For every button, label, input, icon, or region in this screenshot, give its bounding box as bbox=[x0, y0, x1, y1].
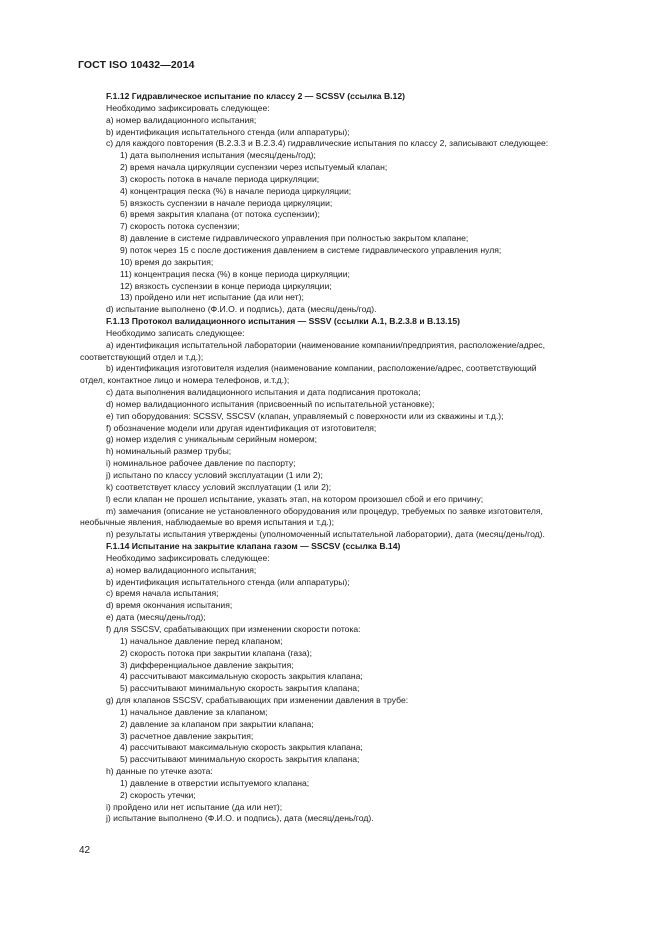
text-line: 4) рассчитывают максимальную скорость закрытия клапана; bbox=[120, 671, 363, 682]
text-line: е) дата (месяц/день/год); bbox=[106, 612, 206, 623]
text-line: d) номер валидационного испытания (присвоенный по испытательной установке); bbox=[106, 398, 435, 409]
text-line: 5) рассчитывают минимальную скорость закрытия клапана; bbox=[120, 754, 360, 765]
text-line: 2) время начала циркуляции суспензии через испытуемый клапан; bbox=[120, 162, 388, 173]
text-line: 11) концентрация песка (%) в конце периода циркуляции; bbox=[120, 268, 350, 279]
text-line: соответствующий отдел и т.д.); bbox=[80, 351, 204, 362]
text-line: i) пройдено или нет испытание (да или нет); bbox=[106, 801, 283, 812]
text-line: d) испытание выполнено (Ф.И.О. и подпись), дата (месяц/день/год). bbox=[106, 304, 377, 315]
text-line: m) замечания (описание не установленного оборудования или процедур, требуемых по заявке изготовителя, bbox=[106, 505, 543, 516]
text-line: 8) давление в системе гидравлического управления при полностью закрытом клапане; bbox=[120, 233, 469, 244]
text-line: h) номинальный размер трубы; bbox=[106, 446, 232, 457]
text-line: h) данные по утечке азота: bbox=[106, 766, 213, 777]
text-line: 10) время до закрытия; bbox=[120, 256, 214, 267]
text-line: 9) поток через 15 с после достижения давлением в системе гидравлического управления нуля; bbox=[120, 244, 502, 255]
text-line: k) соответствует классу условий эксплуатации (1 или 2); bbox=[106, 481, 332, 492]
text-line: с) дата выполнения валидационного испытания и дата подписания протокола; bbox=[106, 387, 421, 398]
page-number: 42 bbox=[79, 845, 91, 856]
section-heading: F.1.12 Гидравлическое испытание по классу 2 — SCSSV (ссылка В.12) bbox=[106, 91, 405, 101]
text-line: 7) скорость потока суспензии; bbox=[120, 221, 240, 232]
text-line: 12) вязкость суспензии в конце периода циркуляции; bbox=[120, 280, 332, 291]
section-heading: F.1.13 Протокол валидационного испытания — SSSV (ссылки А.1, В.2.3.8 и В.13.15) bbox=[106, 316, 460, 327]
text-line: b) идентификация испытательного стенда (или аппаратуры); bbox=[106, 576, 350, 587]
text-line: с) для каждого повторения (В.2.3.3 и В.2.3.4) гидравлические испытания по классу 2, записывают следующее: bbox=[106, 138, 549, 149]
text-line: 3) дифференциальное давление закрытия; bbox=[120, 659, 294, 670]
text-line: b) идентификация испытательного стенда (или аппаратуры); bbox=[106, 126, 350, 137]
text-line: n) результаты испытания утверждены (уполномоченный испытательной лаборатории), дата (месяц/день/год). bbox=[106, 529, 545, 540]
text-line: 1) начальное давление за клапаном; bbox=[120, 706, 268, 717]
text-line: i) номинальное рабочее давление по паспорту; bbox=[106, 458, 296, 469]
text-line: Необходимо зафиксировать следующее: bbox=[106, 102, 270, 113]
text-line: необычные явления, наблюдаемые во время испытания и т.д.); bbox=[80, 517, 334, 528]
text-line: f) обозначение модели или другая идентификация от изготовителя; bbox=[106, 422, 377, 433]
text-line: Необходимо зафиксировать следующее: bbox=[106, 552, 270, 563]
text-line: f) для SSCSV, срабатывающих при изменении скорости потока: bbox=[106, 623, 361, 634]
text-line: 3) скорость потока в начале периода циркуляции; bbox=[120, 173, 320, 184]
text-line: 1) дата выполнения испытания (месяц/день/год); bbox=[120, 150, 316, 161]
section-heading: F.1.14 Испытание на закрытие клапана газом — SSCSV (ссылка В.14) bbox=[106, 541, 401, 552]
text-line: с) время начала испытания; bbox=[106, 588, 219, 599]
text-line: 13) пройдено или нет испытание (да или нет); bbox=[120, 292, 304, 303]
text-line: 6) время закрытия клапана (от потока суспензии); bbox=[120, 209, 320, 220]
text-line: а) номер валидационного испытания; bbox=[106, 114, 257, 125]
text-line: g) для клапанов SSCSV, срабатывающих при изменении давления в трубе: bbox=[106, 695, 409, 706]
text-line: b) идентификация изготовителя изделия (наименование компании, расположение/адрес, соответствующий bbox=[106, 363, 537, 374]
text-line: l) если клапан не прошел испытание, указать этап, на котором произошел сбой и его причину; bbox=[106, 493, 484, 504]
text-line: отдел, контактное лицо и номера телефонов, и.т.д.); bbox=[80, 375, 290, 386]
text-line: а) идентификация испытательной лаборатории (наименование компании/предприятия, расположение/адрес, bbox=[106, 339, 545, 350]
text-line: а) номер валидационного испытания; bbox=[106, 564, 257, 575]
text-line: 5) вязкость суспензии в начале периода циркуляции; bbox=[120, 197, 333, 208]
text-line: е) тип оборудования: SCSSV, SSCSV (клапан, управляемый с поверхности или из скважины и т.д.); bbox=[106, 410, 504, 421]
text-line: 4) рассчитывают максимальную скорость закрытия клапана; bbox=[120, 742, 363, 753]
text-line: 3) расчетное давление закрытия; bbox=[120, 730, 254, 741]
text-line: 5) рассчитывают минимальную скорость закрытия клапана; bbox=[120, 683, 360, 694]
text-line: 2) давление за клапаном при закрытии клапана; bbox=[120, 718, 314, 729]
text-line: g) номер изделия с уникальным серийным номером; bbox=[106, 434, 318, 445]
text-line: 1) начальное давление перед клапаном; bbox=[120, 635, 283, 646]
text-line: 2) скорость утечки; bbox=[120, 789, 196, 800]
text-line: j) испытание выполнено (Ф.И.О. и подпись), дата (месяц/день/год). bbox=[106, 813, 374, 824]
text-line: Необходимо записать следующее: bbox=[106, 327, 245, 338]
text-line: 1) давление в отверстии испытуемого клапана; bbox=[120, 777, 310, 788]
page-header: ГОСТ ISO 10432—2014 bbox=[78, 59, 195, 71]
text-line: 2) скорость потока при закрытии клапана (газа); bbox=[120, 647, 313, 658]
text-line: 4) концентрация песка (%) в начале периода циркуляции; bbox=[120, 185, 352, 196]
text-line: j) испытано по классу условий эксплуатации (1 или 2); bbox=[106, 470, 323, 480]
text-line: d) время окончания испытания; bbox=[106, 600, 233, 611]
document-body bbox=[80, 91, 625, 825]
